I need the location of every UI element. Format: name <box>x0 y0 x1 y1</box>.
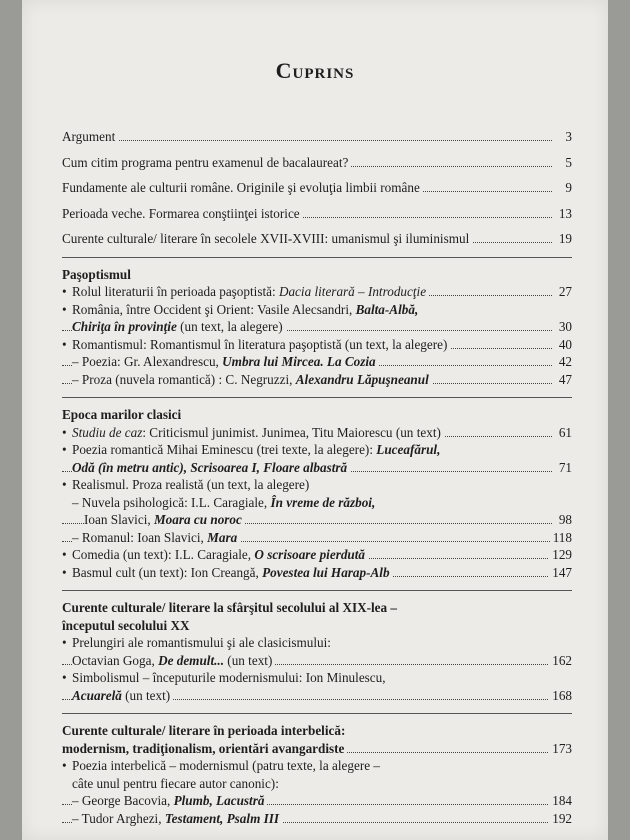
section-heading-continued: începutul secolului XX <box>62 617 190 633</box>
toc-entry-continued: câte unul pentru fiecare autor canonic): <box>62 775 572 793</box>
toc-entry: • Realismul. Proza realistă (un text, la alegere) <box>62 476 572 494</box>
toc-entry: • Romantismul: Romantismul în literatura paşoptistă (un text, la alegere) 40 <box>62 336 572 352</box>
page-number: 71 <box>556 459 572 477</box>
page-number: 42 <box>556 353 572 371</box>
toc-entry: – Tudor Arghezi, Testament, Psalm III 192 <box>62 810 572 828</box>
page-number: 9 <box>562 179 572 197</box>
page-number: 184 <box>549 792 572 810</box>
section-divider <box>62 713 572 714</box>
toc-entry: Perioada veche. Formarea conştiinţei istorice 13 <box>62 205 572 221</box>
section-heading: Curente culturale/ literare în perioada interbelică: <box>62 723 346 738</box>
toc-entry-continued: Octavian Goga, De demult... (un text) 162 <box>62 652 572 670</box>
page-number: 168 <box>549 687 572 705</box>
page-number: 19 <box>556 230 572 248</box>
page-number: 98 <box>556 511 572 529</box>
toc-entry: • România, între Occident şi Orient: Vasile Alecsandri, Balta-Albă, <box>62 301 572 319</box>
section-divider <box>62 590 572 591</box>
toc-entry: • Rolul literaturii în perioada paşoptistă: Dacia literară – Introducţie 27 <box>62 284 572 299</box>
page-number: 118 <box>550 529 572 547</box>
page-number: 129 <box>549 546 572 564</box>
toc-entry: Argument 3 <box>62 129 572 144</box>
page-number: 27 <box>556 283 572 301</box>
toc-entry: – Nuvela psihologică: I.L. Caragiale, În vreme de război, <box>62 494 572 512</box>
table-of-contents <box>62 128 572 827</box>
page-number: 61 <box>556 424 572 442</box>
toc-entry: • Poezia interbelică – modernismul (patru texte, la alegere – <box>62 757 572 775</box>
page-number: 192 <box>549 810 572 828</box>
page-number: 162 <box>549 652 572 670</box>
page-number: 13 <box>556 205 572 223</box>
toc-entry: • Prelungiri ale romantismului şi ale clasicismului: <box>62 634 572 652</box>
section-heading-continued: modernism, tradiţionalism, orientări avangardiste 173 <box>62 740 572 756</box>
toc-entry: – Poezia: Gr. Alexandrescu, Umbra lui Mircea. La Cozia 42 <box>62 353 572 371</box>
section-heading: Curente culturale/ literare la sfârşitul secolului al XIX-lea – <box>62 600 398 615</box>
page-number: 40 <box>556 336 572 354</box>
section-divider <box>62 257 572 258</box>
toc-entry: • Poezia romantică Mihai Eminescu (trei texte, la alegere): Luceafărul, <box>62 441 572 459</box>
toc-entry: Cum citim programa pentru examenul de bacalaureat? 5 <box>62 154 572 170</box>
page-number: 3 <box>562 128 572 146</box>
toc-entry: • Comedia (un text): I.L. Caragiale, O scrisoare pierdută 129 <box>62 547 572 562</box>
toc-entry-continued: Chiriţa în provinţie (un text, la alegere) 30 <box>62 318 572 336</box>
toc-entry: – George Bacovia, Plumb, Lacustră 184 <box>62 792 572 810</box>
page-number: 147 <box>549 564 572 582</box>
page-number: 5 <box>562 154 572 172</box>
page-title: Cuprins <box>275 58 355 83</box>
page-number: 47 <box>556 371 572 389</box>
page-number: 173 <box>549 740 572 758</box>
toc-entry: • Studiu de caz: Criticismul junimist. Junimea, Titu Maiorescu (un text) 61 <box>62 424 572 440</box>
toc-entry: • Basmul cult (un text): Ion Creangă, Povestea lui Harap-Alb 147 <box>62 564 572 580</box>
toc-entry: Fundamente ale culturii române. Originile şi evoluţia limbii române 9 <box>62 180 572 195</box>
book-page <box>22 0 608 840</box>
page-number: 30 <box>556 318 572 336</box>
toc-entry: Curente culturale/ literare în secolele XVII-XVIII: umanismul şi iluminismul 19 <box>62 231 572 246</box>
section-heading: Epoca marilor clasici <box>62 407 182 422</box>
toc-entry: – Proza (nuvela romantică) : C. Negruzzi, Alexandru Lăpuşneanul 47 <box>62 371 572 389</box>
toc-entry-continued: Ioan Slavici, Moara cu noroc 98 <box>62 511 572 529</box>
toc-entry: • Simbolismul – începuturile modernismului: Ion Minulescu, <box>62 669 572 687</box>
toc-entry: – Romanul: Ioan Slavici, Mara 118 <box>62 529 572 547</box>
section-divider <box>62 397 572 398</box>
toc-entry-continued: Acuarelă (un text) 168 <box>62 687 572 705</box>
section-heading: Paşoptismul <box>62 266 131 282</box>
toc-entry-continued: Odă (în metru antic), Scrisoarea I, Floare albastră 71 <box>62 459 572 477</box>
